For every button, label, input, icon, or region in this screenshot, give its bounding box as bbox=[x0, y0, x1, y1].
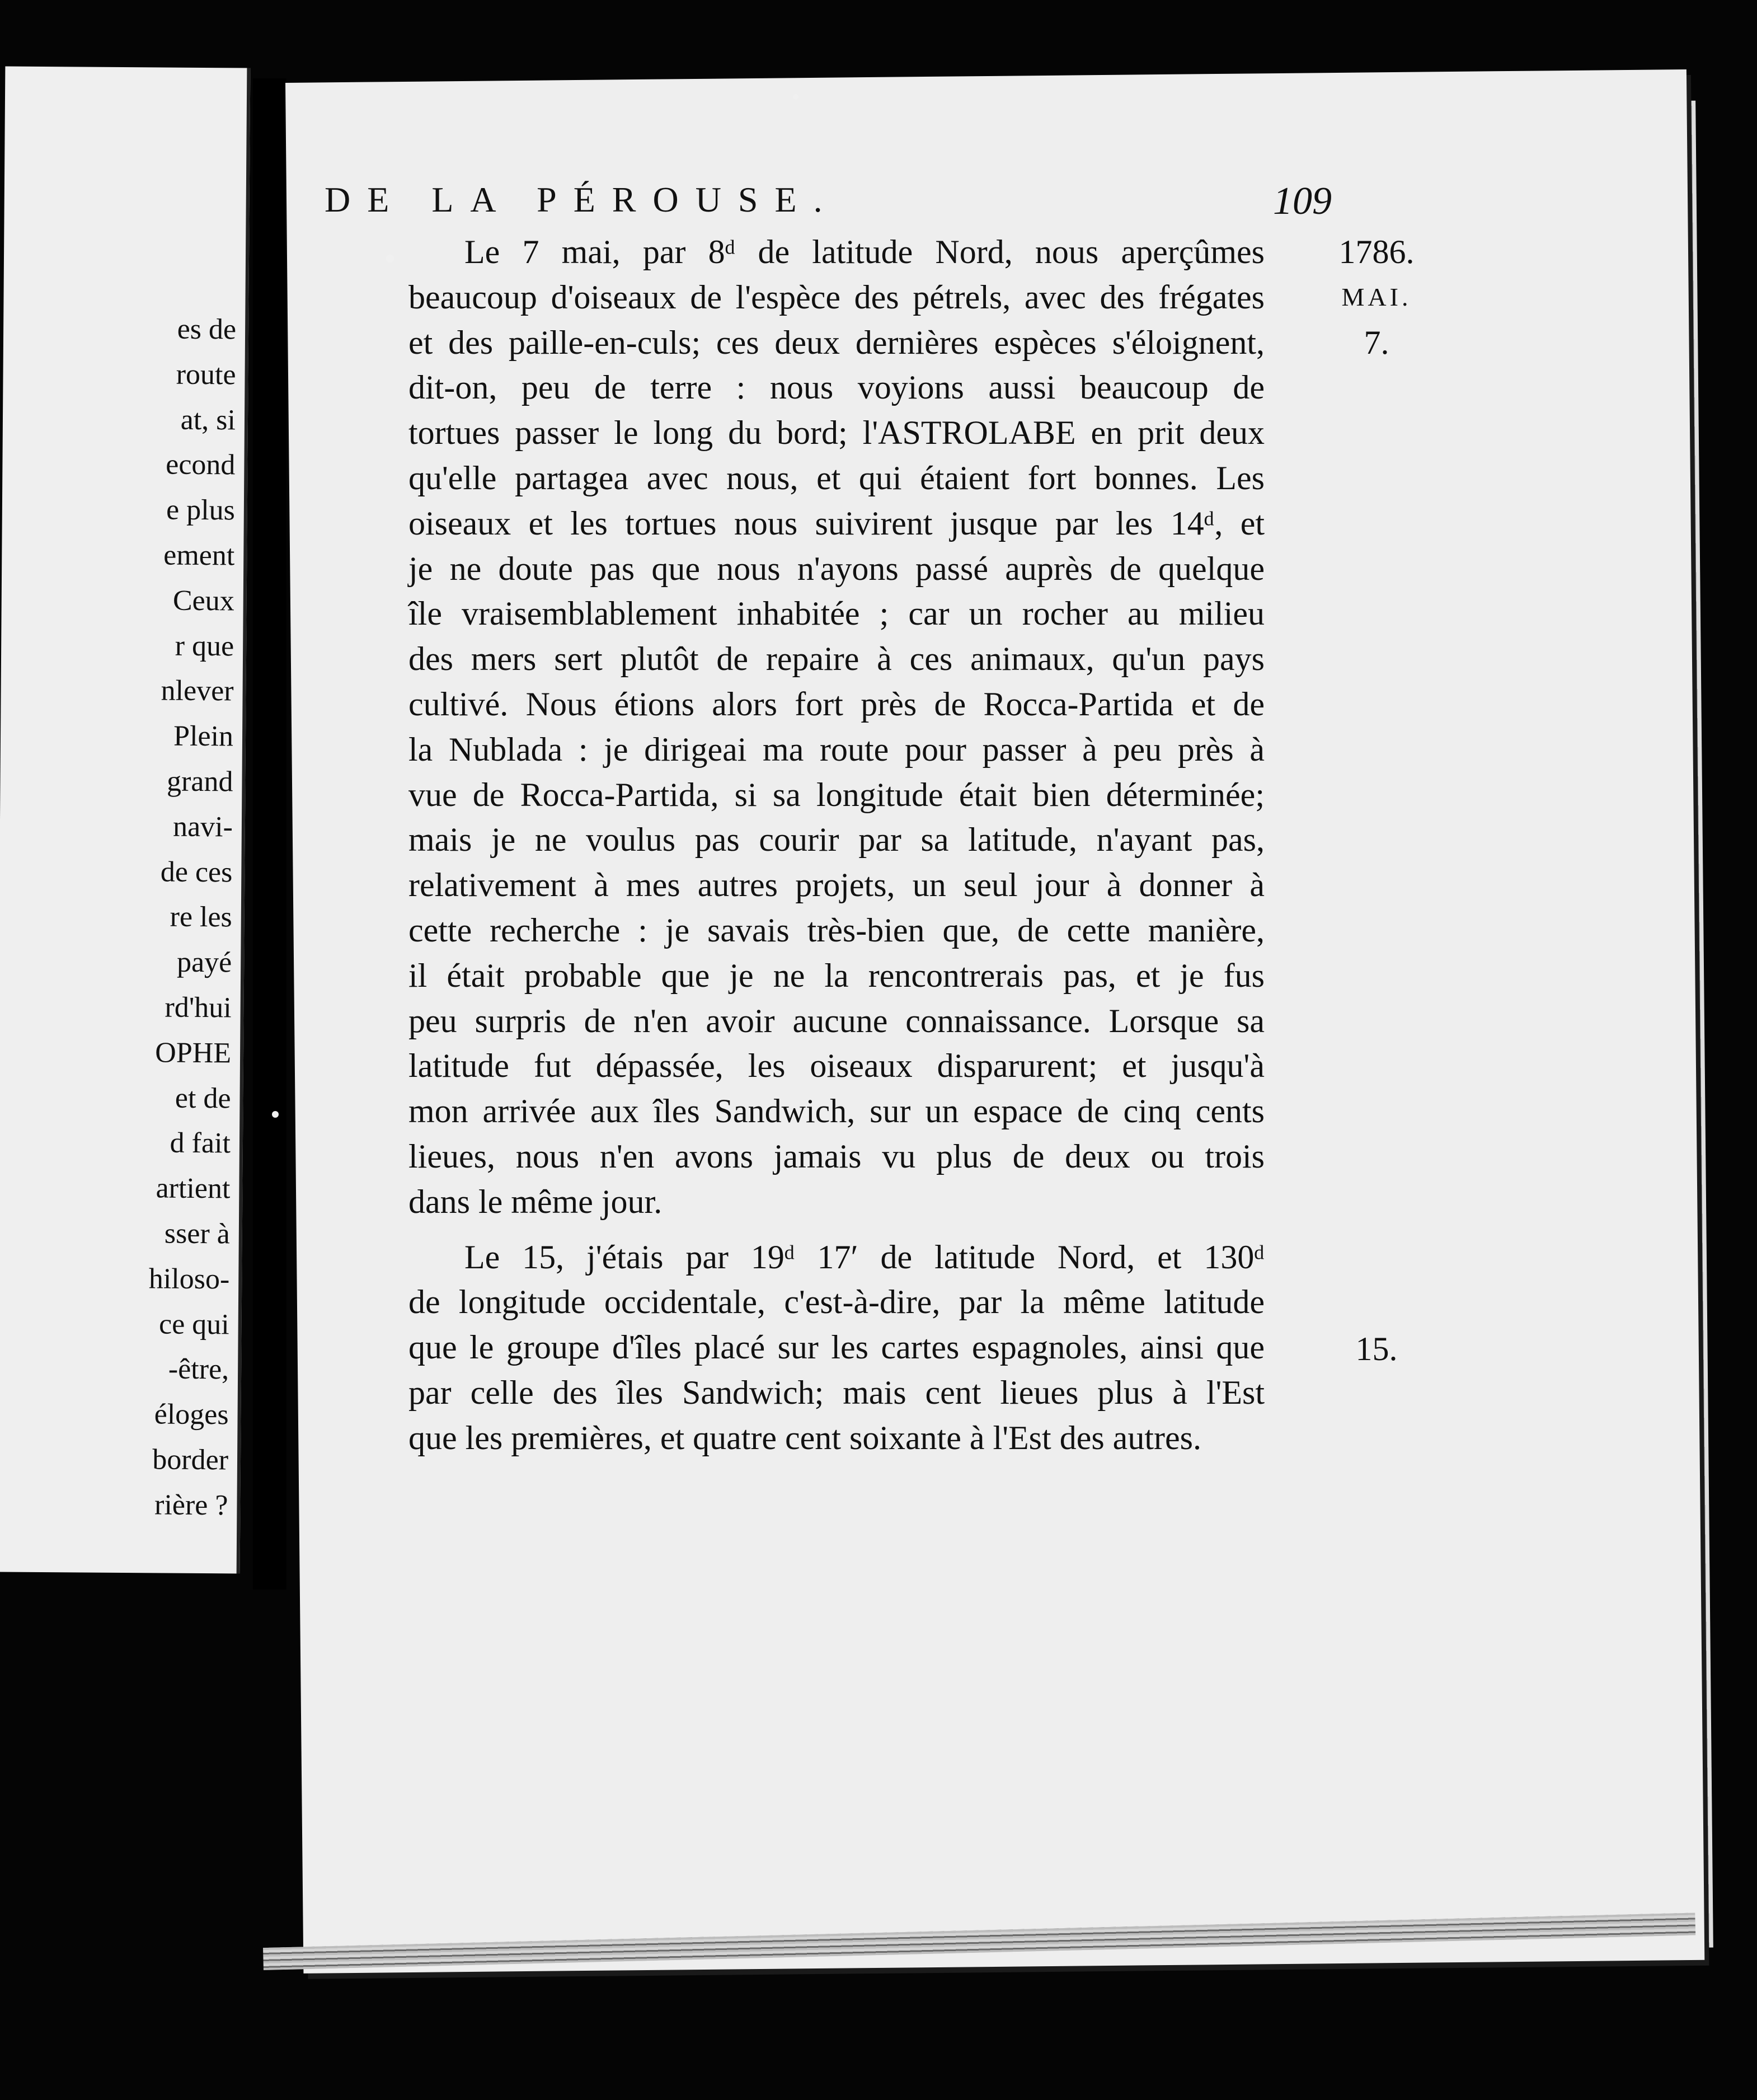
text-line: Le 15, j'étais par 19ᵈ 17′ de latitude Nord, et 130ᵈ bbox=[464, 1238, 1265, 1276]
text-line: il était probable que je ne la rencontrerais pas, et je fus bbox=[408, 957, 1265, 994]
left-line: sser à bbox=[164, 1217, 231, 1250]
text-line: et des paille-en-culs; ces deux dernières espèces s'éloignent, bbox=[408, 324, 1265, 361]
text-line: dit-on, peu de terre : nous voyions aussi beaucoup de bbox=[408, 369, 1265, 406]
left-page bbox=[0, 67, 250, 1574]
text-line: cultivé. Nous étions alors fort près de Rocca-Partida et de bbox=[408, 685, 1265, 723]
left-line: ce qui bbox=[158, 1308, 229, 1340]
text-line: latitude fut dépassée, les oiseaux disparurent; et jusqu'à bbox=[408, 1047, 1265, 1085]
page-header-title: DE LA PÉROUSE. bbox=[325, 180, 839, 219]
left-line: navi- bbox=[172, 810, 233, 843]
left-line: rd'hui bbox=[165, 991, 232, 1024]
left-page-text bbox=[147, 307, 237, 1528]
text-line: île vraisemblablement inhabitée ; car un rocher au milieu bbox=[408, 595, 1265, 632]
body-text bbox=[408, 229, 1265, 1461]
scan-speck bbox=[272, 1111, 279, 1118]
text-line: peu surpris de n'en avoir aucune connaissance. Lorsque sa bbox=[408, 1002, 1265, 1039]
margin-day: 15. bbox=[1355, 1330, 1398, 1367]
text-line: de longitude occidentale, c'est-à-dire, par la même latitude bbox=[408, 1283, 1265, 1321]
left-line: -être, bbox=[168, 1353, 229, 1386]
left-line: éloges bbox=[154, 1398, 229, 1431]
left-line: Plein bbox=[173, 720, 234, 753]
text-line: oiseaux et les tortues nous suivirent jusque par les 14ᵈ, et bbox=[408, 504, 1265, 542]
left-line: Ceux bbox=[172, 584, 234, 617]
left-line: r que bbox=[175, 630, 234, 662]
left-line: OPHE bbox=[155, 1037, 232, 1070]
text-line: mais je ne voulus pas courir par sa latitude, n'ayant pas, bbox=[408, 821, 1265, 859]
left-line: es de bbox=[177, 313, 237, 346]
text-line: vue de Rocca-Partida, si sa longitude était bien déterminée; bbox=[408, 776, 1265, 813]
text-line: la Nublada : je dirigeai ma route pour passer à peu près à bbox=[408, 730, 1265, 768]
text-line: lieues, nous n'en avons jamais vu plus de deux ou trois bbox=[408, 1137, 1265, 1175]
text-line: dans le même jour. bbox=[408, 1183, 663, 1220]
left-line: hiloso- bbox=[148, 1263, 230, 1296]
left-line: d fait bbox=[170, 1127, 231, 1160]
text-line: beaucoup d'oiseaux de l'espèce des pétrels, avec des frégates bbox=[408, 278, 1265, 316]
text-line: mon arrivée aux îles Sandwich, sur un espace de cinq cents bbox=[408, 1093, 1265, 1130]
text-line: cette recherche : je savais très-bien que, de cette manière, bbox=[408, 911, 1265, 949]
left-line: at, si bbox=[180, 404, 236, 436]
left-line: rière ? bbox=[154, 1489, 228, 1522]
text-line: que le groupe d'îles placé sur les cartes espagnoles, ainsi que bbox=[408, 1329, 1265, 1366]
left-line: de ces bbox=[160, 856, 233, 888]
text-line: des mers sert plutôt de repaire à ces animaux, qu'un pays bbox=[408, 640, 1265, 678]
left-line: nlever bbox=[161, 674, 234, 707]
left-line: ement bbox=[163, 539, 235, 572]
margin-notes bbox=[1315, 229, 1438, 1367]
left-line: re les bbox=[170, 901, 232, 934]
text-line: qu'elle partagea avec nous, et qui étaient fort bonnes. Les bbox=[408, 459, 1265, 496]
left-line: border bbox=[152, 1443, 229, 1476]
text-line: relativement à mes autres projets, un seul jour à donner à bbox=[408, 866, 1265, 904]
text-line: je ne doute pas que nous n'ayons passé auprès de quelque bbox=[408, 550, 1265, 587]
scan-speck bbox=[793, 94, 798, 100]
margin-month: MAI. bbox=[1341, 282, 1412, 311]
left-line: route bbox=[176, 358, 236, 391]
scan-speck bbox=[386, 255, 394, 262]
text-line: tortues passer le long du bord; l'ASTROLABE en prit deux bbox=[408, 414, 1265, 452]
text-line: que les premières, et quatre cent soixante à l'Est des autres. bbox=[408, 1419, 1201, 1456]
text-line: par celle des îles Sandwich; mais cent lieues plus à l'Est bbox=[408, 1374, 1265, 1411]
left-line: econd bbox=[166, 448, 236, 481]
left-line: e plus bbox=[166, 494, 236, 527]
book-gutter bbox=[253, 78, 286, 1590]
left-line: payé bbox=[176, 946, 232, 979]
margin-day: 7. bbox=[1364, 324, 1389, 361]
left-line: et de bbox=[175, 1082, 231, 1114]
page-number: 109 bbox=[1273, 180, 1332, 223]
left-line: artient bbox=[156, 1172, 231, 1205]
left-line: grand bbox=[166, 765, 233, 798]
text-line: Le 7 mai, par 8ᵈ de latitude Nord, nous aperçûmes bbox=[464, 233, 1265, 270]
margin-year: 1786. bbox=[1338, 233, 1415, 270]
